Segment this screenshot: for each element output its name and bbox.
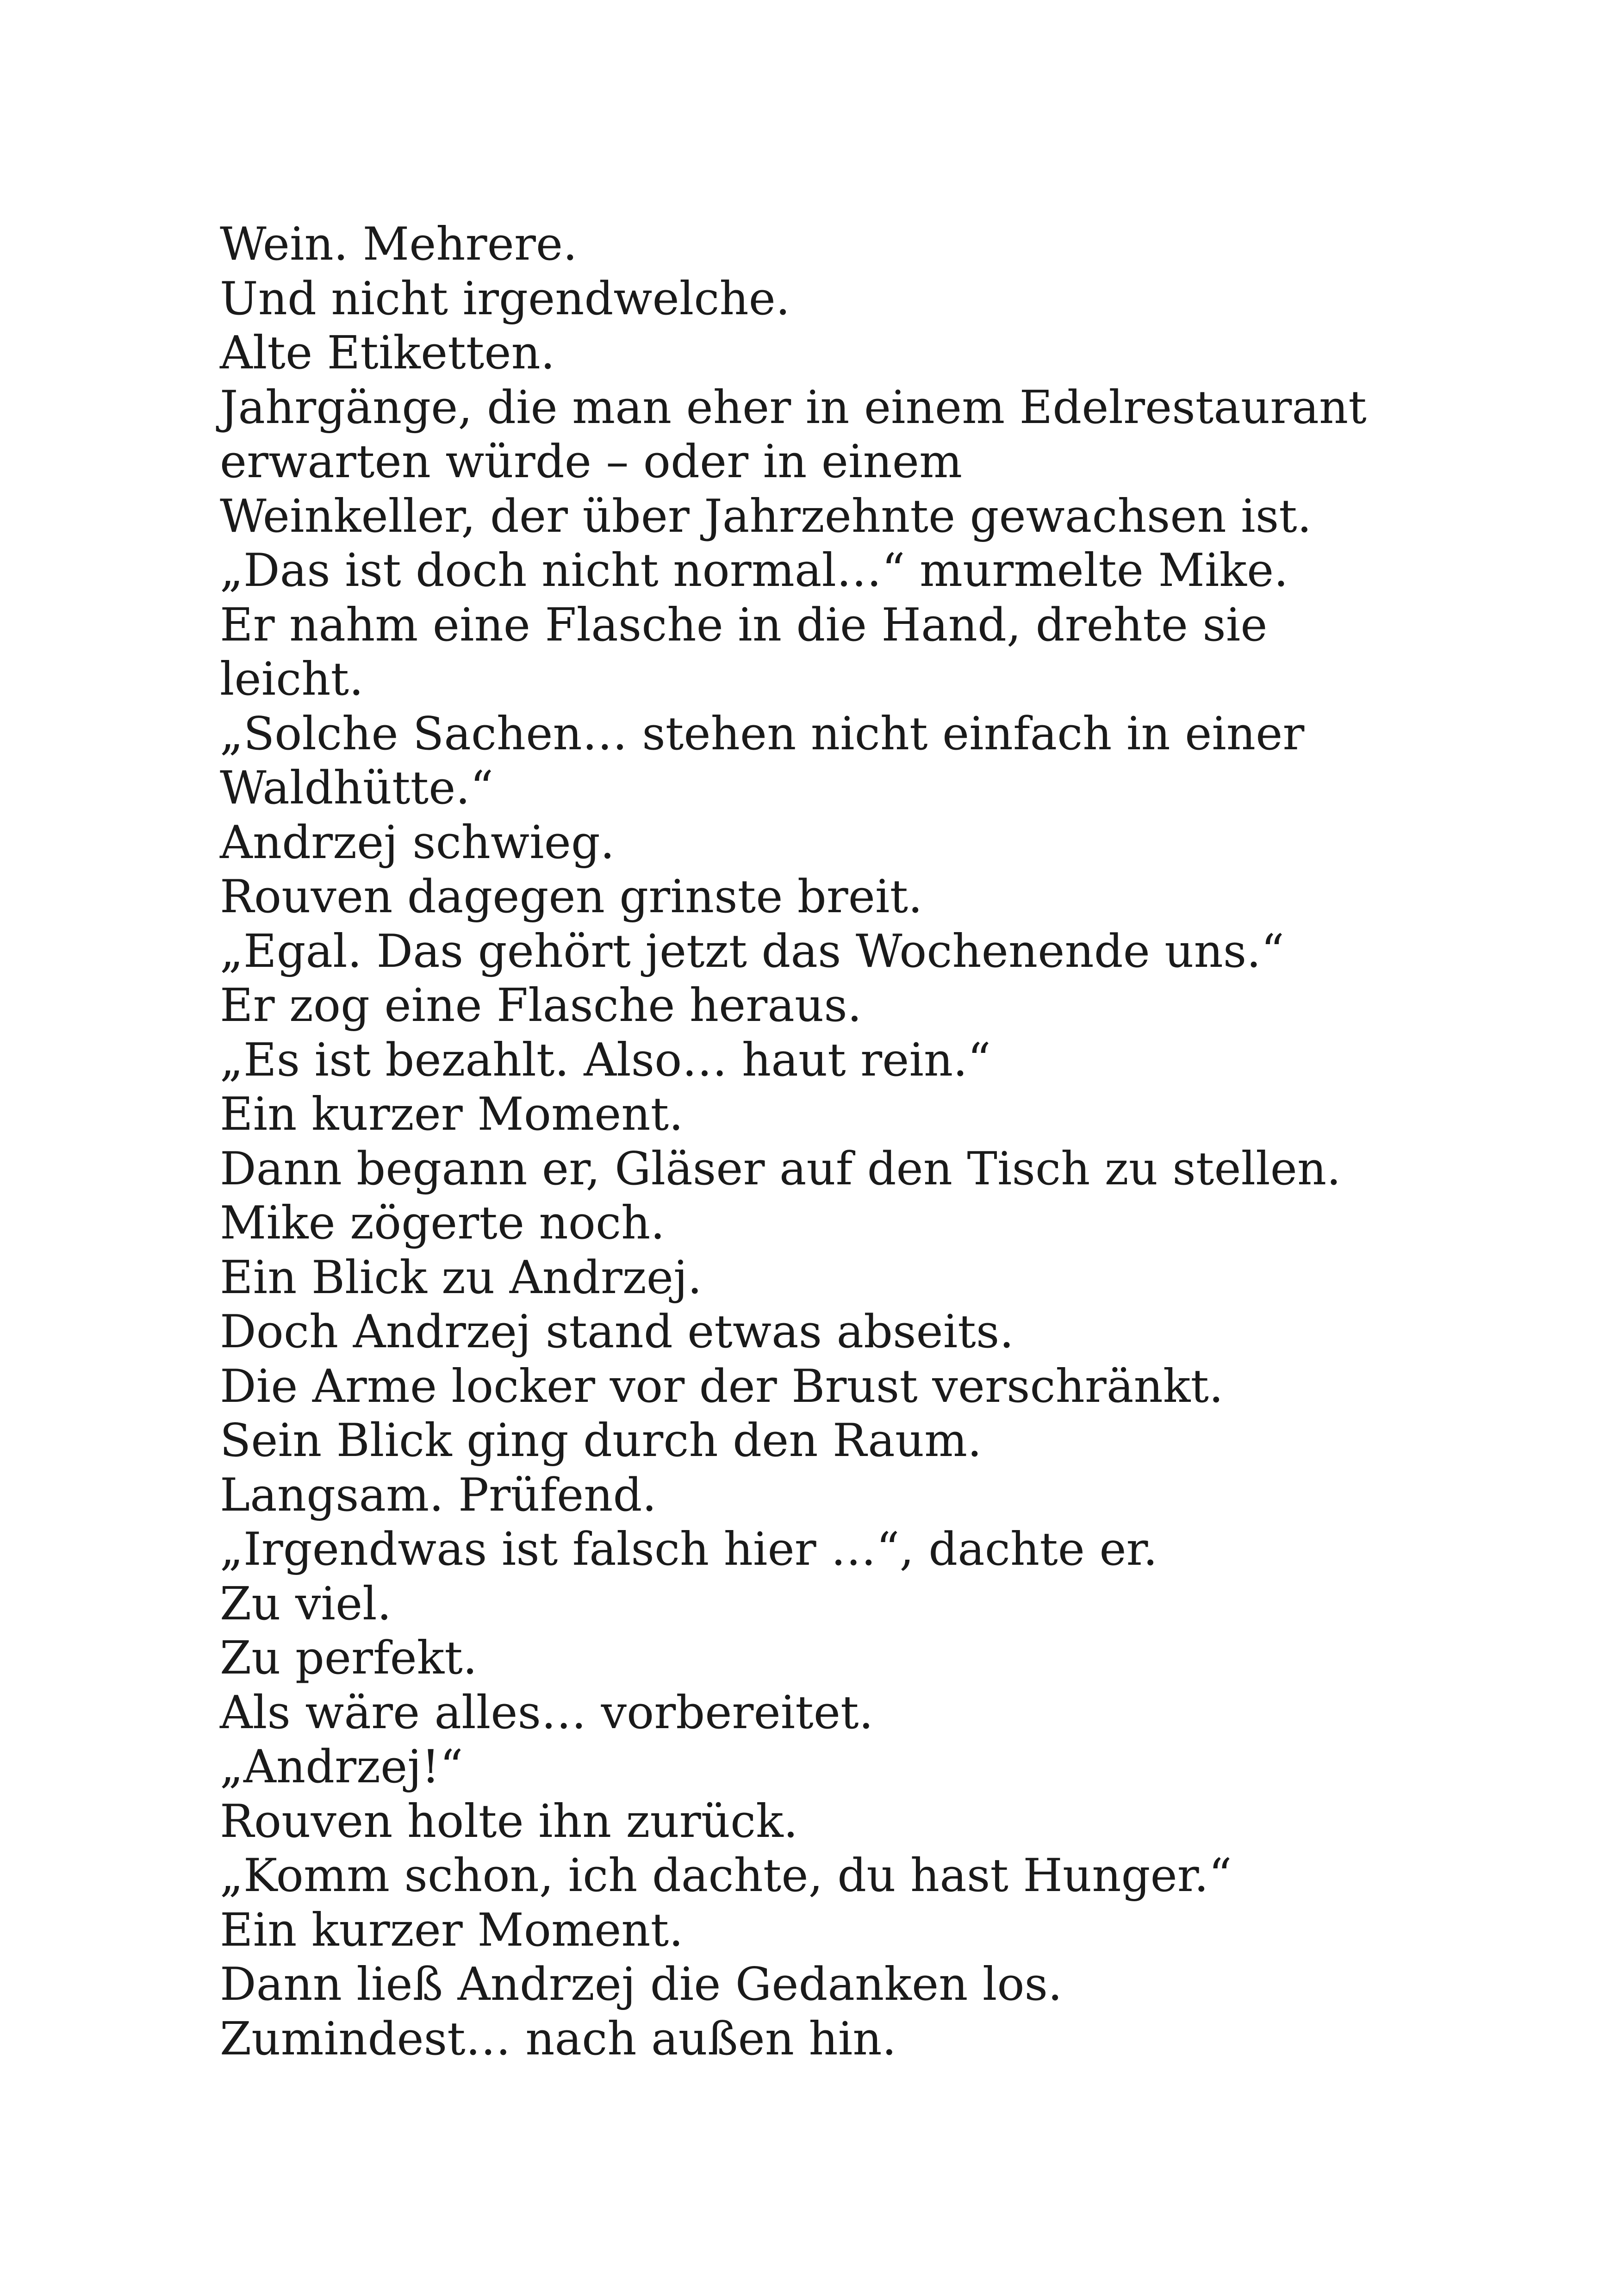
text-line: „Egal. Das gehört jetzt das Wochenende uns.“ — [220, 925, 1285, 978]
text-line: Rouven holte ihn zurück. — [220, 1795, 798, 1848]
text-line: Jahrgänge, die man eher in einem Edelrestaurant — [220, 381, 1367, 434]
text-line: „Es ist bezahlt. Also… haut rein.“ — [220, 1033, 991, 1087]
text-line: Zumindest… nach außen hin. — [220, 2012, 897, 2066]
text-line: Als wäre alles… vorbereitet. — [220, 1686, 874, 1739]
text-line: Alte Etiketten. — [220, 327, 555, 380]
body-text — [220, 218, 1423, 2066]
text-line: Dann ließ Andrzej die Gedanken los. — [220, 1958, 1063, 2011]
text-line: leicht. — [220, 653, 364, 706]
text-line: Rouven dagegen grinste breit. — [220, 871, 923, 923]
text-line: „Irgendwas ist falsch hier …“, dachte er. — [220, 1523, 1158, 1576]
text-line: Dann begann er, Gläser auf den Tisch zu stellen. — [220, 1142, 1341, 1195]
text-line: „Andrzej!“ — [220, 1741, 463, 1793]
text-line: Waldhütte.“ — [220, 762, 494, 815]
text-line: Andrzej schwieg. — [220, 816, 615, 869]
text-line: Ein kurzer Moment. — [220, 1088, 684, 1141]
text-line: Zu viel. — [220, 1577, 392, 1630]
text-line: Und nicht irgendwelche. — [220, 272, 790, 325]
text-line: Doch Andrzej stand etwas abseits. — [220, 1306, 1014, 1358]
text-line: Sein Blick ging durch den Raum. — [220, 1414, 982, 1467]
text-line: Zu perfekt. — [220, 1632, 478, 1685]
text-line: „Das ist doch nicht normal…“ murmelte Mike. — [220, 544, 1288, 597]
text-line: Die Arme locker vor der Brust verschränkt. — [220, 1360, 1224, 1413]
text-line: Wein. Mehrere. — [220, 218, 578, 271]
text-line: Ein Blick zu Andrzej. — [220, 1251, 703, 1304]
text-line: Mike zögerte noch. — [220, 1197, 665, 1250]
text-line: Langsam. Prüfend. — [220, 1468, 657, 1522]
text-line: erwarten würde – oder in einem — [220, 436, 963, 488]
text-line: Ein kurzer Moment. — [220, 1904, 684, 1957]
text-line: „Komm schon, ich dachte, du hast Hunger.“ — [220, 1849, 1232, 1902]
text-line: Er nahm eine Flasche in die Hand, drehte sie — [220, 598, 1268, 652]
text-line: Weinkeller, der über Jahrzehnte gewachsen ist. — [220, 490, 1312, 543]
text-line: Er zog eine Flasche heraus. — [220, 979, 862, 1032]
text-line: „Solche Sachen… stehen nicht einfach in einer — [220, 707, 1305, 760]
